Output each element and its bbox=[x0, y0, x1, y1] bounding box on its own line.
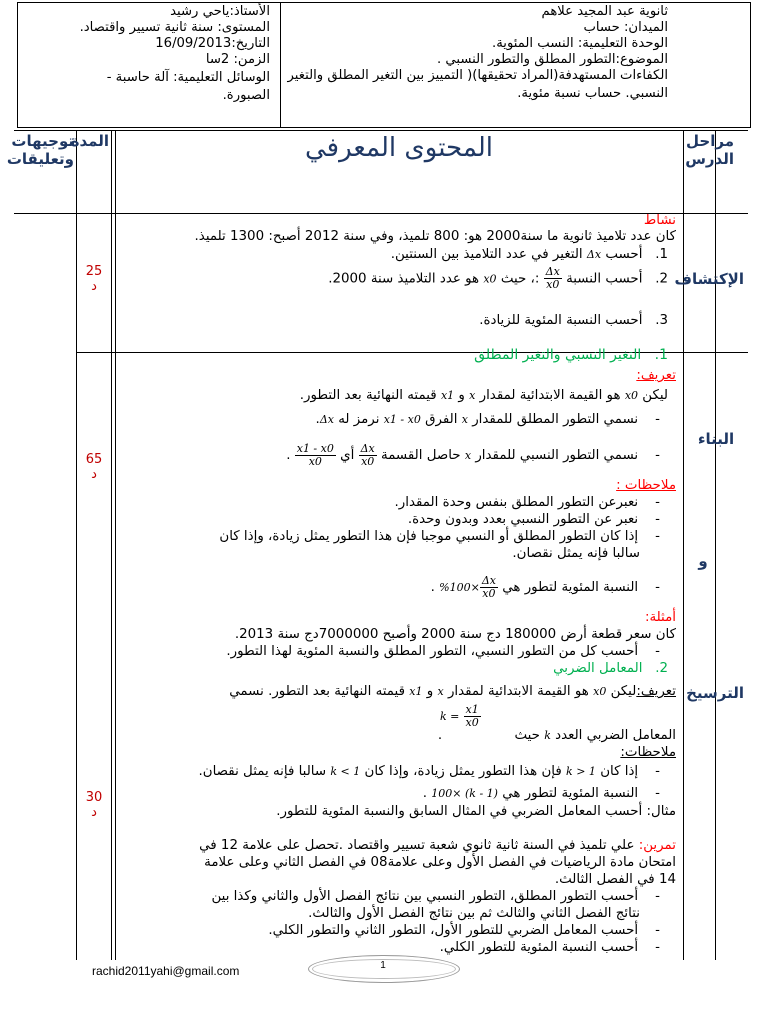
competencies-cont: النسبي. حساب نسبة مئوية. bbox=[517, 86, 668, 101]
example-question: - أحسب كل من التطور النسبي، التطور المطلق والنسبة المئوية لهذا التطور. bbox=[226, 644, 660, 659]
activity-title: نشاط bbox=[643, 213, 676, 228]
column-content: المحتوى المعرفي bbox=[304, 133, 494, 163]
exercise-question-2: - أحسب المعامل الضربي للتطور الأول، التطور الثاني والتطور الكلي. bbox=[268, 923, 660, 938]
column-duration: المدة bbox=[70, 132, 109, 150]
note-2: - نعبر عن التطور النسبي بعدد وبدون وحدة. bbox=[407, 512, 660, 527]
percent-formula: - النسبة المئوية لتطور هي $\frac{\Delta x}{x0}$ ×100% . bbox=[430, 573, 660, 600]
note-2-2: - النسبة المئوية لتطور هي (k - 1) ×100 . bbox=[422, 786, 660, 801]
activity-text: كان عدد تلاميذ ثانوية ما سنة2000 هو: 800 تلميذ، وفي سنة 2012 أصبح: 1300 تلميذ. bbox=[194, 229, 676, 244]
note-1: - نعبرعن التطور المطلق بنفس وحدة المقدار. bbox=[394, 495, 660, 510]
definition-line-2: - نسمي التطور المطلق للمقدار x الفرق x1 - x0 نرمز له Δx. bbox=[315, 412, 660, 427]
definition-2-line-1: تعريف:ليكن x0 هو القيمة الابتدائية لمقدار x و x1 قيمته النهائية بعد التطور. نسمي bbox=[229, 684, 676, 699]
column-notes: توجيهات وتعليقات bbox=[6, 132, 74, 168]
exercise-question-1-cont: نتائج الفصل الثاني والثالث ثم بين نتائج الفصل الأول والثالث. bbox=[308, 906, 640, 921]
phase-and: و bbox=[698, 552, 708, 570]
exercise-line-2: امتحان مادة الرياضيات في الفصل الأول وعلى علامة08 في الفصل الثاني وعلى علامة bbox=[204, 855, 676, 870]
exercise-line-3: 14 في الفصل الثالث. bbox=[554, 872, 676, 887]
teacher: الأستاذ:ياحي رشيد bbox=[170, 4, 270, 19]
question-3: 3. أحسب النسبة المئوية للزيادة. bbox=[479, 313, 668, 328]
school-name: ثانوية عبد المجيد علاهم bbox=[541, 4, 668, 19]
duration-3: 30 د bbox=[85, 790, 103, 820]
notes-label: ملاحظات : bbox=[616, 478, 676, 493]
col-line-3 bbox=[683, 130, 684, 960]
footer-email: rachid2011yahi@gmail.com bbox=[92, 964, 240, 978]
example-text: كان سعر قطعة أرض 180000 دج سنة 2000 وأصبح 7000000دج سنة 2013. bbox=[234, 627, 676, 642]
question-1: 1. أحسب Δx التغير في عدد التلاميذ بين السنتين. bbox=[390, 247, 668, 262]
col-line-1 bbox=[76, 130, 77, 960]
duration-1: 25 د bbox=[85, 264, 103, 294]
note-3-cont: سالبا فإنه يمثل نقصان. bbox=[512, 546, 640, 561]
notes-2-label: ملاحظات: bbox=[620, 745, 676, 760]
exercise-line-1: تمرين: علي تلميذ في السنة ثانية ثانوي شعبة تسيير واقتصاد .تحصل على علامة 12 في bbox=[199, 838, 676, 853]
page-number: 1 bbox=[380, 960, 386, 971]
section-1-title: 1. التغير النسبي والتغير المطلق bbox=[474, 347, 668, 363]
level: المستوى: سنة ثانية تسيير واقتصاد. bbox=[79, 20, 270, 35]
section-2-title: 2. المعامل الضربي bbox=[553, 661, 668, 676]
materials: الوسائل التعليمية: آلة حاسبة - bbox=[106, 70, 270, 85]
definition-2-line-2: المعامل الضربي العدد k حيث . bbox=[437, 728, 676, 743]
unit: الوحدة التعليمية: النسب المئوية. bbox=[492, 36, 668, 51]
col-line-2b bbox=[115, 130, 116, 960]
definition-label: تعريف: bbox=[636, 368, 676, 383]
exercise-question-3: - أحسب النسبة المئوية للتطور الكلي. bbox=[439, 940, 660, 955]
phase-build: البناء bbox=[697, 430, 735, 448]
definition-line-3: - نسمي التطور النسبي للمقدار x حاصل القسمة $\frac{\Delta x}{x0}$ أي $\frac{x1 - x0}{x0}$ . bbox=[286, 441, 660, 468]
example-2: مثال: أحسب المعامل الضربي في المثال السابق والنسبة المئوية للتطور. bbox=[276, 804, 676, 819]
k-formula: k = $\frac{x1}{x0}$ bbox=[440, 703, 479, 729]
column-stages: مراحل الدرس bbox=[685, 132, 734, 168]
question-2: 2. أحسب النسبة $\frac{\Delta x}{x0}$ :، حيث x0 هو عدد التلاميذ سنة 2000. bbox=[328, 265, 668, 291]
table-top-line bbox=[14, 130, 748, 131]
col-line-2 bbox=[111, 130, 112, 960]
duration-2: 65 د bbox=[85, 452, 103, 482]
note-3: - إذا كان التطور المطلق أو النسبي موجبا فإن هذا التطور يمثل زيادة، وإذا كان bbox=[219, 529, 660, 544]
phase-consolidate: الترسيخ bbox=[686, 684, 744, 702]
duration: الزمن: 2سا bbox=[205, 52, 270, 67]
exercise-question-1: - أحسب التطور المطلق، التطور النسبي بين نتائج الفصل الأول والثاني وكذا بين bbox=[211, 889, 660, 904]
field: الميدان: حساب bbox=[583, 20, 668, 35]
date: التاريخ:16/09/2013 bbox=[155, 36, 270, 51]
topic: الموضوع:التطور المطلق والتطور النسبي . bbox=[437, 52, 668, 67]
note-2-1: - إذا كان k > 1 فإن هذا التطور يمثل زيادة، وإذا كان k < 1 سالبا فإنه يمثل نقصان. bbox=[198, 764, 660, 779]
materials-cont: الصبورة. bbox=[222, 88, 270, 103]
col-line-4 bbox=[715, 130, 716, 960]
competencies: الكفاءات المستهدفة(المراد تحقيقها)( التمييز بين التغير المطلق والتغير bbox=[287, 68, 668, 83]
table-head-line bbox=[14, 213, 748, 214]
examples-label: أمثلة: bbox=[644, 610, 676, 625]
definition-line-1: ليكن x0 هو القيمة الابتدائية لمقدار x و x1 قيمته النهائية بعد التطور. bbox=[299, 388, 668, 403]
phase-discovery: الإكتشاف bbox=[674, 270, 744, 288]
